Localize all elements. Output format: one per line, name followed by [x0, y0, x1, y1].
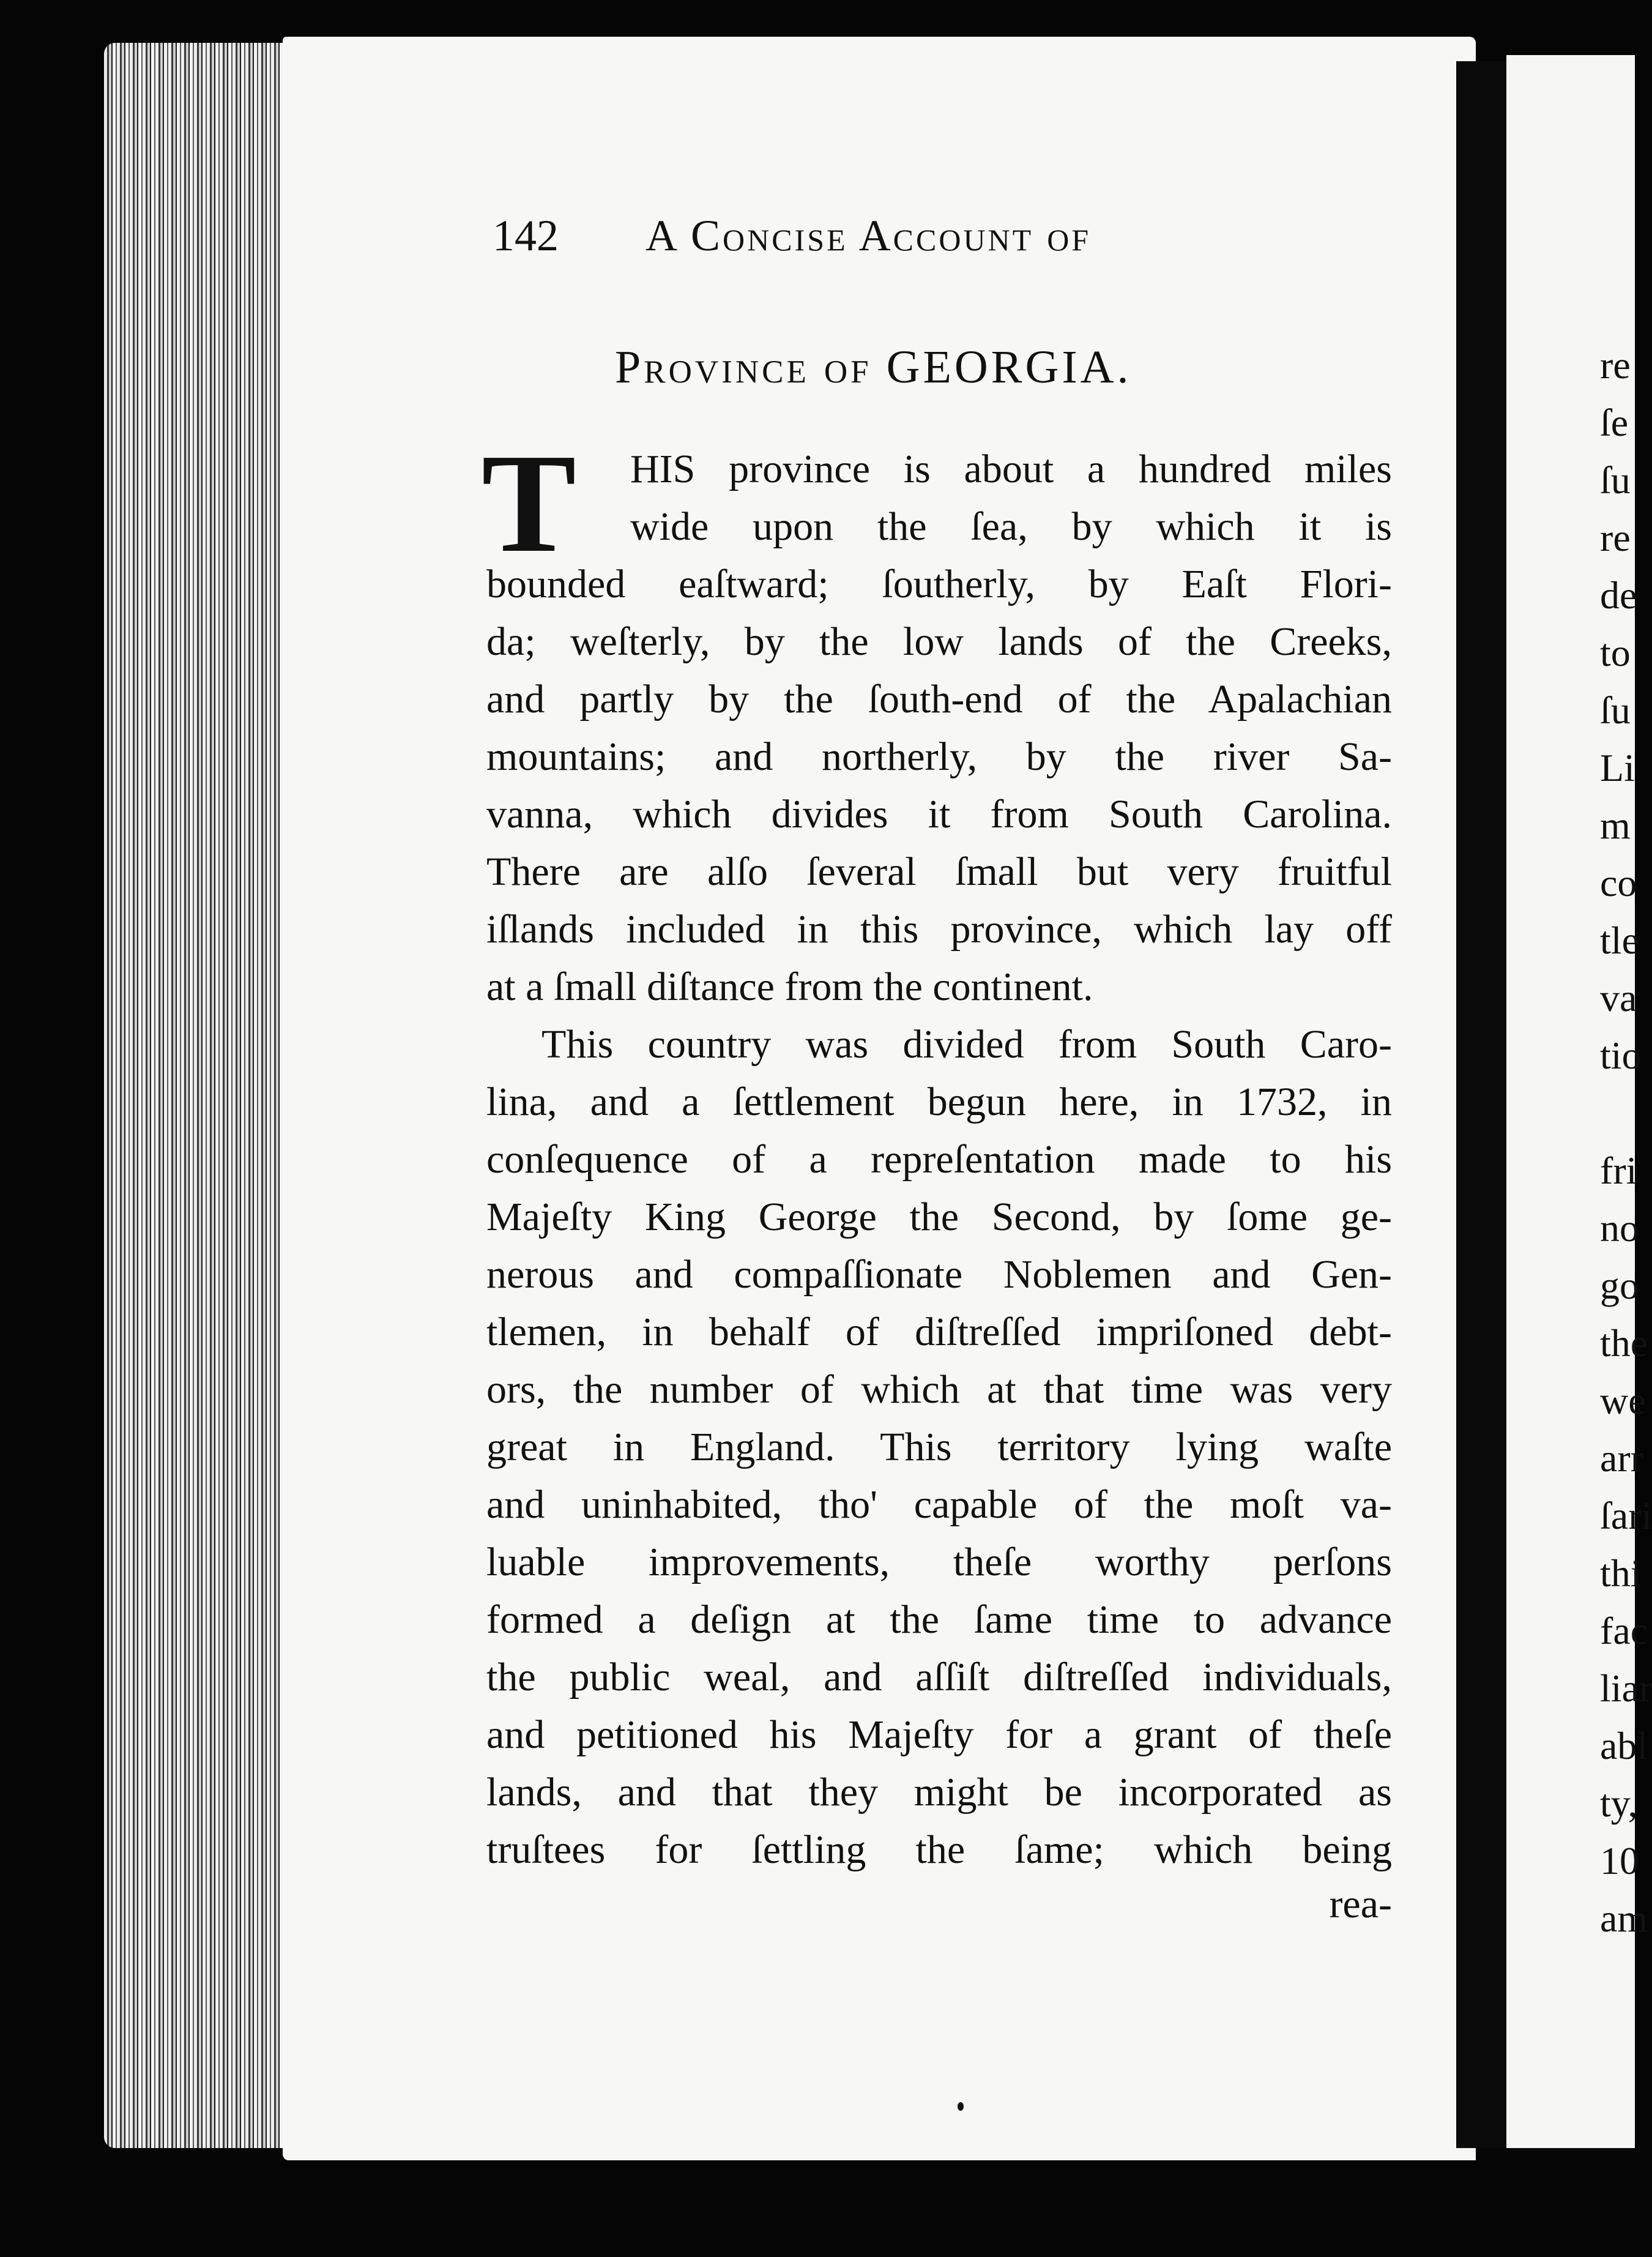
section-title: Province of GEORGIA.	[615, 341, 1132, 393]
fragment-line: tle	[1600, 919, 1639, 962]
text-line: bounded eaſtward; ſoutherly, by Eaſt Flori-	[486, 562, 1392, 606]
fragment-line: re	[1600, 516, 1631, 559]
page-number: 142	[493, 211, 559, 260]
fragment-line: va	[1600, 976, 1637, 1020]
text-line: This country was divided from South Caro-	[541, 1022, 1392, 1067]
text-line: vanna, which divides it from South Carolina.	[486, 792, 1392, 837]
fragment-line: we	[1600, 1379, 1646, 1422]
text-line: iſlands included in this province, which lay off	[486, 907, 1392, 952]
text-line: There are alſo ſeveral ſmall but very fruitful	[486, 849, 1392, 894]
fragment-line: thi	[1600, 1551, 1642, 1595]
fragment-line: fac	[1600, 1609, 1648, 1652]
fragment-line: am	[1600, 1897, 1648, 1940]
text-line: truſtees for ſettling the ſame; which being	[486, 1827, 1392, 1872]
catchword: rea-	[1329, 1882, 1392, 1927]
fragment-line: to	[1600, 631, 1631, 674]
text-line: great in England. This territory lying waſte	[486, 1425, 1392, 1469]
text-line: conſequence of a repreſentation made to his	[486, 1137, 1392, 1182]
text-line: and petitioned his Majeſty for a grant of theſe	[486, 1712, 1392, 1757]
fragment-line: ty,	[1600, 1781, 1638, 1825]
text-line: formed a deſign at the ſame time to advance	[486, 1597, 1392, 1642]
running-title: A Concise Account of	[646, 211, 1092, 260]
fragment-gap	[1600, 1084, 1635, 1142]
book-page-edges	[104, 43, 288, 2148]
fragment-line: re	[1600, 343, 1631, 387]
fragment-line: ſari	[1600, 1494, 1652, 1537]
fragment-line: ſu	[1600, 688, 1631, 732]
ink-speck	[958, 2102, 964, 2111]
text-line: wide upon the ſea, by which it is	[630, 504, 1392, 549]
text-line: lands, and that they might be incorporated as	[486, 1770, 1392, 1815]
fragment-line: de	[1600, 573, 1637, 617]
running-head	[493, 202, 1288, 269]
text-line: nerous and compaſſionate Noblemen and Gen-	[486, 1252, 1392, 1297]
text-line: ors, the number of which at that time was very	[486, 1367, 1392, 1412]
text-line: and uninhabited, tho' capable of the moſt va-	[486, 1482, 1392, 1527]
fragment-line: tio	[1600, 1034, 1642, 1077]
book-gutter	[1456, 61, 1506, 2148]
fragment-line: liar	[1600, 1666, 1652, 1710]
fragment-line: 10	[1600, 1839, 1639, 1882]
text-line: mountains; and northerly, by the river Sa-	[486, 734, 1392, 779]
fragment-line: ſe	[1600, 401, 1629, 444]
text-line: lina, and a ſettlement begun here, in 1732, in	[486, 1080, 1392, 1124]
fragment-line: co	[1600, 861, 1637, 905]
text-line: at a ſmall diſtance from the continent.	[486, 964, 1093, 1009]
body-text	[482, 425, 1392, 1879]
fragment-line: arr	[1600, 1436, 1644, 1480]
fragment-line: ſu	[1600, 458, 1631, 502]
text-line: tlemen, in behalf of diſtreſſed impriſoned debt-	[486, 1310, 1392, 1354]
fragment-line: no	[1600, 1206, 1639, 1250]
text-line: luable improvements, theſe worthy perſons	[486, 1540, 1392, 1584]
fragment-line: the	[1600, 1321, 1648, 1365]
drop-cap: T	[482, 425, 576, 582]
text-line: HIS province is about a hundred miles	[630, 447, 1392, 491]
fragment-line: abl	[1600, 1724, 1648, 1767]
text-line: Majeſty King George the Second, by ſome ge-	[486, 1195, 1392, 1239]
text-line: the public weal, and aſſiſt diſtreſſed individuals,	[486, 1655, 1392, 1699]
text-line: and partly by the ſouth-end of the Apalachian	[486, 677, 1392, 722]
fragment-line: m	[1600, 804, 1631, 847]
fragment-line: fri	[1600, 1149, 1637, 1192]
fragment-line: Li	[1600, 746, 1635, 789]
text-line: da; weſterly, by the low lands of the Creeks,	[486, 619, 1392, 664]
fragment-line: go	[1600, 1264, 1639, 1307]
right-page-text-fragments	[1600, 337, 1652, 1947]
